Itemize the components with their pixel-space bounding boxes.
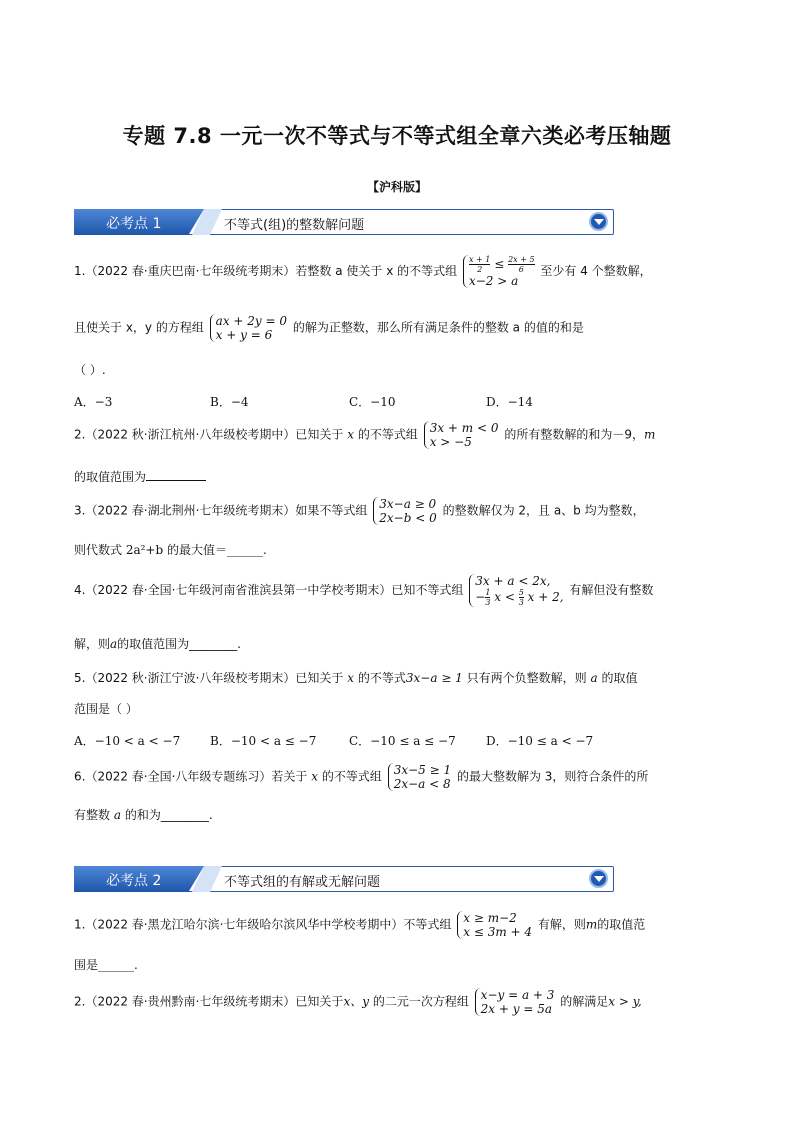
question-2-2: 2.（2022 春·贵州黔南·七年级统考期末）已知关于x、y 的二元一次方程组 x−y = a + 3 2x + y = 5a 的解满足x > y, — [74, 988, 642, 1016]
question-1-2-cont: 的取值范围为 — [74, 468, 206, 485]
question-1-4-cont: 解，则a的取值范围为________. — [74, 637, 241, 651]
question-1-1: 1.（2022 春·重庆巴南·七年级统考期末）若整数 a 使关于 x 的不等式组 $\frac{x + 1}{2}$ ≤ $\frac{2x + 5}{6}$ x−2 > a 至少有 4 个整数解， — [74, 255, 652, 288]
question-2-1-cont: 围是______. — [74, 958, 138, 972]
question-1-5-cont: 范围是（ ） — [74, 702, 138, 716]
question-1-6-cont: 有整数 a 的和为________. — [74, 808, 213, 822]
section-label: 必考点 2 — [106, 873, 162, 889]
answer-bracket: （ ）. — [74, 363, 106, 377]
inequality-system: 3x−5 ≥ 1 2x−a < 8 — [388, 763, 451, 791]
question-1-2: 2.（2022 秋·浙江杭州·八年级校考期中）已知关于 x 的不等式组 3x + m < 0 x > −5 的所有整数解的和为－9，m — [74, 421, 656, 449]
section-topic: 不等式(组)的整数解问题 — [224, 218, 365, 233]
inequality-system: x ≥ m−2 x ≤ 3m + 4 — [457, 911, 532, 939]
question-1-3-cont: 则代数式 2a²+b 的最大值＝______. — [74, 543, 267, 557]
inequality-system: 3x + a < 2x, − $\frac{1}{3}$ x < $\frac{5}{3}$ x + 2, — [469, 574, 563, 607]
section-label: 必考点 1 — [106, 216, 162, 232]
section-topic: 不等式组的有解或无解问题 — [224, 875, 381, 890]
section-header-1 — [74, 209, 614, 235]
question-1-4: 4.（2022 春·全国·七年级河南省淮滨县第一中学校考期末）已知不等式组 3x + a < 2x, − $\frac{1}{3}$ x < $\frac{5}{3}$ x + 2, 有解但没有整数 — [74, 574, 654, 607]
answer-blank — [146, 480, 206, 481]
question-1-5: 5.（2022 秋·浙江宁波·八年级校考期末）已知关于 x 的不等式3x−a ≥ 1 只有两个负整数解，则 a 的取值 — [74, 671, 638, 685]
chevron-down-icon[interactable] — [589, 212, 608, 231]
question-1-3: 3.（2022 春·湖北荆州·七年级统考期末）如果不等式组 3x−a ≥ 0 2x−b < 0 的整数解仅为 2，且 a、b 均为整数， — [74, 497, 645, 525]
equation-system: x−y = a + 3 2x + y = 5a — [475, 988, 555, 1016]
inequality-system: 3x−a ≥ 0 2x−b < 0 — [373, 497, 436, 525]
chevron-down-icon[interactable] — [589, 869, 608, 888]
question-1-6: 6.（2022 春·全国·八年级专题练习）若关于 x 的不等式组 3x−5 ≥ 1 2x−a < 8 的最大整数解为 3，则符合条件的所 — [74, 763, 649, 791]
section-header-2 — [74, 866, 614, 892]
equation-system: ax + 2y = 0 x + y = 6 — [210, 314, 287, 342]
inequality-system: 3x + m < 0 x > −5 — [424, 421, 499, 449]
question-2-1: 1.（2022 春·黑龙江哈尔滨·七年级哈尔滨风华中学校考期中）不等式组 x ≥ m−2 x ≤ 3m + 4 有解，则m的取值范 — [74, 911, 646, 939]
inequality-system: $\frac{x + 1}{2}$ ≤ $\frac{2x + 5}{6}$ x−2 > a — [463, 255, 535, 288]
question-1-1-cont: 且使关于 x，y 的方程组 ax + 2y = 0 x + y = 6 的解为正整数，那么所有满足条件的整数 a 的值的和是 — [74, 314, 584, 342]
page-title: 专题 7.8 一元一次不等式与不等式组全章六类必考压轴题 — [122, 124, 672, 148]
edition-label: 【沪科版】 — [366, 180, 427, 194]
